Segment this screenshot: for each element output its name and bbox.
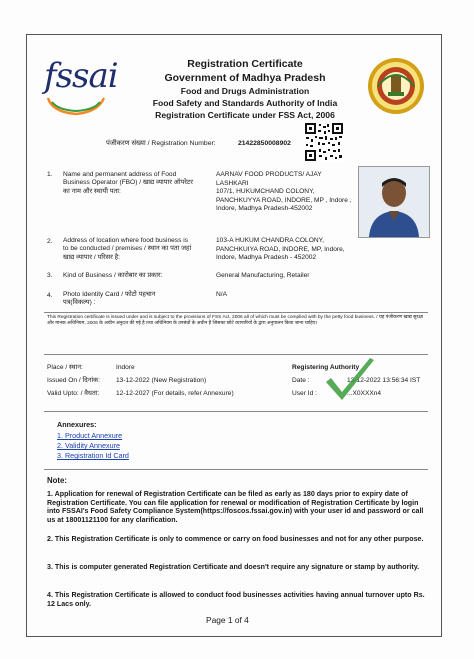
item-2-label: Address of location where food business is to be conducted / premises / स्थान का पता जहां खाद्य व्यापार / परिसर है: bbox=[63, 237, 192, 261]
registering-authority-label: Registering Authority bbox=[292, 364, 360, 371]
validity-annexure-link[interactable]: 2. Validity Annexure bbox=[57, 441, 120, 450]
valid-upto-value: 12-12-2027 (For details, refer Annexure) bbox=[116, 390, 234, 397]
divider bbox=[44, 354, 428, 355]
date-label: Date : bbox=[292, 377, 310, 384]
item-1-number: 1. bbox=[47, 171, 53, 178]
item-2-value: 103-A HUKUM CHANDRA COLONY, PANCHKUIYA ROAD, INDORE, MP, Indore, Indore, Madhya Pradesh - 452002 bbox=[216, 237, 345, 262]
disclaimer-text: This Registration certificate is issued under and is subject to the provisions of FSS Act, 2006 all of which must be complied with by the petty food business. / यह पंजीकरण खाद्य सुरक्षा और मानक अधिनियम, 2006 के अधीन अनुदत्त की गई है तथा अधिनियम के उपबंधों के अधीन है जिसका छोटे व्यापारियों के द्वारा अनुपालन किया जाना चाहिए। bbox=[47, 315, 423, 327]
place-value: Indore bbox=[116, 364, 135, 371]
certificate-title: Registration Certificate bbox=[187, 58, 303, 70]
fssai-logo bbox=[42, 46, 118, 118]
user-id-label: User Id : bbox=[292, 390, 317, 397]
place-label: Place / स्थान: bbox=[47, 364, 83, 371]
page-number: Page 1 of 4 bbox=[206, 615, 249, 625]
authority-name: Food Safety and Standards Authority of India bbox=[152, 98, 338, 108]
item-4-label: Photo Identity Card / फोटो पहचान पत्र(विकल्प) : bbox=[63, 291, 156, 307]
item-4-number: 4. bbox=[47, 292, 53, 299]
note-2: 2. This Registration Certificate is only to commence or carry on food businesses and not for any other purpose. bbox=[47, 535, 424, 543]
government-name: Government of Madhya Pradesh bbox=[164, 72, 326, 84]
note-4: 4. This Registration Certificate is allowed to conduct food businesses activities having annual turnover upto Rs. 12 Lacs only. bbox=[47, 591, 425, 608]
digital-signature-check-icon bbox=[322, 356, 378, 408]
item-1-value: AARNAV FOOD PRODUCTS/ AJAY LASHKARI 107/1, HUKUMCHAND COLONY, PANCHKUYYA ROAD, INDORE, MP , Indore , Indore, Madhya Pradesh-452002 bbox=[216, 171, 352, 213]
divider bbox=[44, 312, 428, 313]
notes-title: Note: bbox=[47, 476, 67, 485]
certificate-border bbox=[26, 34, 442, 637]
fbo-photo bbox=[358, 166, 430, 238]
note-1: 1. Application for renewal of Registration Certificate can be filed as early as 180 days prior to expiry date of Registration Certificate. You can file application for renewal or modification of Registration Certificate by login into FSSAI's Food Safety Compliance System(https://foscos.fssai.gov.in) with your user id and password or call us at 18001121100 for any clarification. bbox=[47, 490, 424, 525]
user-id-value: ...X0XXXn4 bbox=[347, 390, 382, 397]
note-3: 3. This is computer generated Registration Certificate and doesn't require any signature or stamp by authority. bbox=[47, 563, 420, 571]
department-name: Food and Drugs Administration bbox=[180, 86, 310, 96]
product-annexure-link[interactable]: 1. Product Annexure bbox=[57, 431, 123, 440]
item-4-value: N/A bbox=[216, 291, 227, 298]
qr-code bbox=[304, 122, 344, 162]
divider bbox=[44, 469, 428, 470]
item-2-number: 2. bbox=[47, 238, 53, 245]
date-value: 13-12-2022 13:56:34 IST bbox=[347, 377, 421, 384]
item-3-value: General Manufacturing, Retailer bbox=[216, 272, 310, 279]
issued-on-value: 13-12-2022 (New Registration) bbox=[116, 377, 207, 384]
item-3-label: Kind of Business / कारोबार का प्रकार: bbox=[63, 272, 163, 279]
divider bbox=[44, 411, 428, 412]
annexures-title: Annexures: bbox=[57, 420, 97, 429]
item-1-label: Name and permanent address of Food Business Operator (FBO) / खाद्य व्यापार ऑपरेटर का नाम और स्थायी पता: bbox=[63, 171, 193, 195]
certificate-subtitle: Registration Certificate under FSS Act, 2006 bbox=[155, 110, 335, 120]
item-3-number: 3. bbox=[47, 272, 53, 279]
valid-upto-label: Valid Upto: / वैधता: bbox=[47, 390, 100, 397]
fssai-logo-text: fssai bbox=[44, 56, 118, 96]
mp-emblem bbox=[366, 56, 426, 116]
registration-id-card-link[interactable]: 3. Registration Id Card bbox=[57, 451, 129, 460]
registration-number: 21422850008902 bbox=[238, 140, 291, 147]
registration-number-label: पंजीकरण संख्या / Registration Number: bbox=[106, 140, 216, 147]
issued-on-label: Issued On / दिनांक: bbox=[47, 377, 101, 384]
